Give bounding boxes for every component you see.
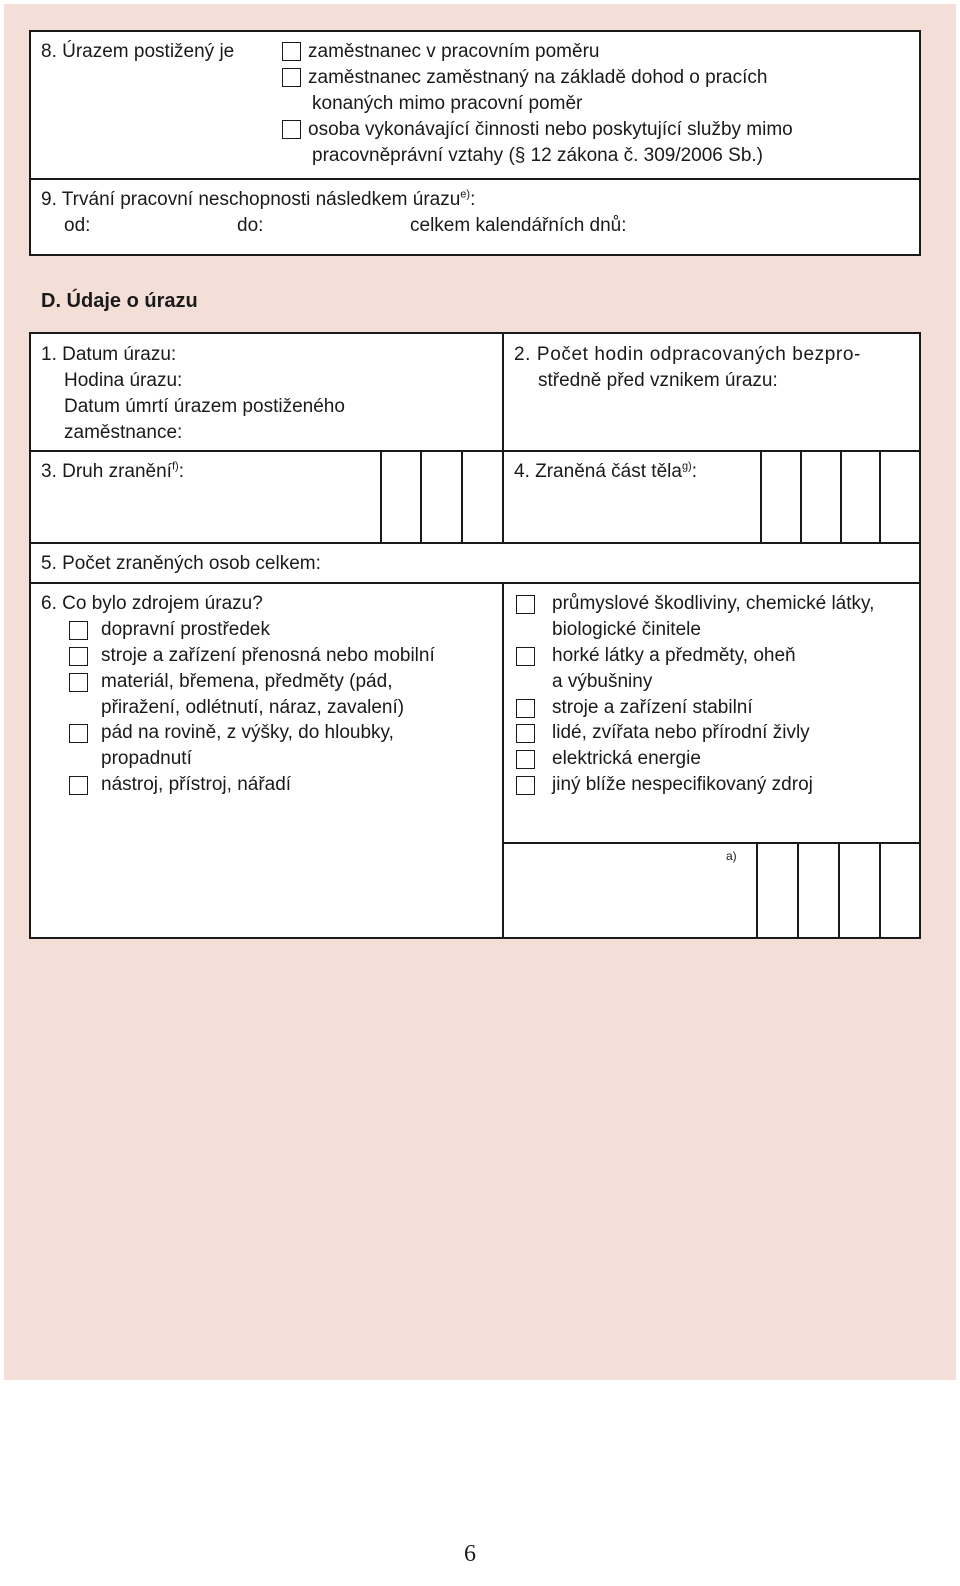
- code-cell-divider: [461, 450, 463, 542]
- divider: [29, 582, 921, 584]
- option-hot-substances-cont: a výbušniny: [552, 671, 653, 692]
- center-divider: [502, 332, 504, 544]
- option-electric-energy: elektrická energie: [552, 748, 701, 769]
- option-other-source: jiný blíže nespecifikovaný zdroj: [552, 774, 813, 795]
- death-date-label-cont: zaměstnance:: [64, 422, 183, 443]
- footnote-f: f): [171, 460, 179, 473]
- option-industrial-hazards-cont: biologické činitele: [552, 619, 701, 640]
- option-hot-substances: horké látky a předměty, oheň: [552, 645, 796, 666]
- to-label: do:: [237, 215, 264, 236]
- footnote-g: g): [681, 460, 692, 473]
- code-footnote-a: a): [726, 849, 737, 863]
- death-date-label: Datum úmrtí úrazem postiženého: [64, 396, 345, 417]
- injured-count-label: 5. Počet zraněných osob celkem:: [41, 553, 321, 574]
- checkbox-vehicle[interactable]: [69, 621, 88, 640]
- page-number: 6: [464, 1541, 476, 1567]
- hours-worked-label: 2. Počet hodin odpracovaných bezpro-: [514, 344, 861, 365]
- option-other-person: osoba vykonávající činnosti nebo poskytující služby mimo: [308, 119, 793, 140]
- option-stationary-machines: stroje a zařízení stabilní: [552, 697, 753, 718]
- option-people-animals: lidé, zvířata nebo přírodní živly: [552, 722, 810, 743]
- code-cell-divider: [879, 450, 881, 542]
- option-agreement-worker-cont: konaných mimo pracovní poměr: [312, 93, 583, 114]
- accident-hour-label: Hodina úrazu:: [64, 370, 183, 391]
- code-cell-divider: [380, 450, 382, 542]
- checkbox-material-loads[interactable]: [69, 673, 88, 692]
- divider: [29, 450, 921, 452]
- accident-source-label: 6. Co bylo zdrojem úrazu?: [41, 593, 263, 614]
- checkbox-people-animals[interactable]: [516, 724, 535, 743]
- total-days-label: celkem kalendářních dnů:: [410, 215, 627, 236]
- checkbox-industrial-hazards[interactable]: [516, 595, 535, 614]
- code-cell-divider: [797, 842, 799, 939]
- code-cell-divider: [879, 842, 881, 939]
- option-industrial-hazards: průmyslové škodliviny, chemické látky,: [552, 593, 875, 614]
- checkbox-other-person[interactable]: [282, 120, 301, 139]
- injury-type-label: 3. Druh zranění$^{f)}$:: [41, 460, 184, 482]
- option-agreement-worker: zaměstnanec zaměstnaný na základě dohod o pracích: [308, 67, 768, 88]
- option-fall: pád na rovině, z výšky, do hloubky,: [101, 722, 394, 743]
- section-d-title: D. Údaje o úrazu: [41, 290, 198, 312]
- code-cell-divider: [420, 450, 422, 542]
- option-other-person-cont: pracovněprávní vztahy (§ 12 zákona č. 309/2006 Sb.): [312, 145, 763, 166]
- divider: [29, 178, 921, 180]
- center-divider-lower: [502, 582, 504, 939]
- accident-date-label: 1. Datum úrazu:: [41, 344, 177, 365]
- checkbox-portable-machines[interactable]: [69, 647, 88, 666]
- section-8-label: 8. Úrazem postižený je: [41, 41, 235, 62]
- checkbox-other-source[interactable]: [516, 776, 535, 795]
- from-label: od:: [64, 215, 91, 236]
- footnote-e: e): [460, 188, 471, 201]
- code-cell-divider: [800, 450, 802, 542]
- hours-worked-label-cont: středně před vznikem úrazu:: [538, 370, 778, 391]
- code-cell-divider: [840, 450, 842, 542]
- option-tools: nástroj, přístroj, nářadí: [101, 774, 292, 795]
- divider: [29, 542, 921, 544]
- option-vehicle: dopravní prostředek: [101, 619, 270, 640]
- code-cell-divider: [838, 842, 840, 939]
- checkbox-hot-substances[interactable]: [516, 647, 535, 666]
- section-9-label: 9. Trvání pracovní neschopnosti následkem úrazu$^{e)}$:: [41, 188, 476, 210]
- option-fall-cont: propadnutí: [101, 748, 192, 769]
- option-portable-machines: stroje a zařízení přenosná nebo mobilní: [101, 645, 435, 666]
- option-employee: zaměstnanec v pracovním poměru: [308, 41, 600, 62]
- checkbox-employee[interactable]: [282, 42, 301, 61]
- option-material-loads: materiál, břemena, předměty (pád,: [101, 671, 393, 692]
- checkbox-fall[interactable]: [69, 724, 88, 743]
- code-cell-divider: [760, 450, 762, 542]
- checkbox-agreement-worker[interactable]: [282, 68, 301, 87]
- divider: [502, 842, 921, 844]
- checkbox-electric-energy[interactable]: [516, 750, 535, 769]
- injured-body-part-label: 4. Zraněná část těla$^{g)}$:: [514, 460, 697, 482]
- checkbox-tools[interactable]: [69, 776, 88, 795]
- code-cell-divider: [756, 842, 758, 939]
- checkbox-stationary-machines[interactable]: [516, 699, 535, 718]
- option-material-loads-cont: přiražení, odlétnutí, náraz, zavalení): [101, 697, 405, 718]
